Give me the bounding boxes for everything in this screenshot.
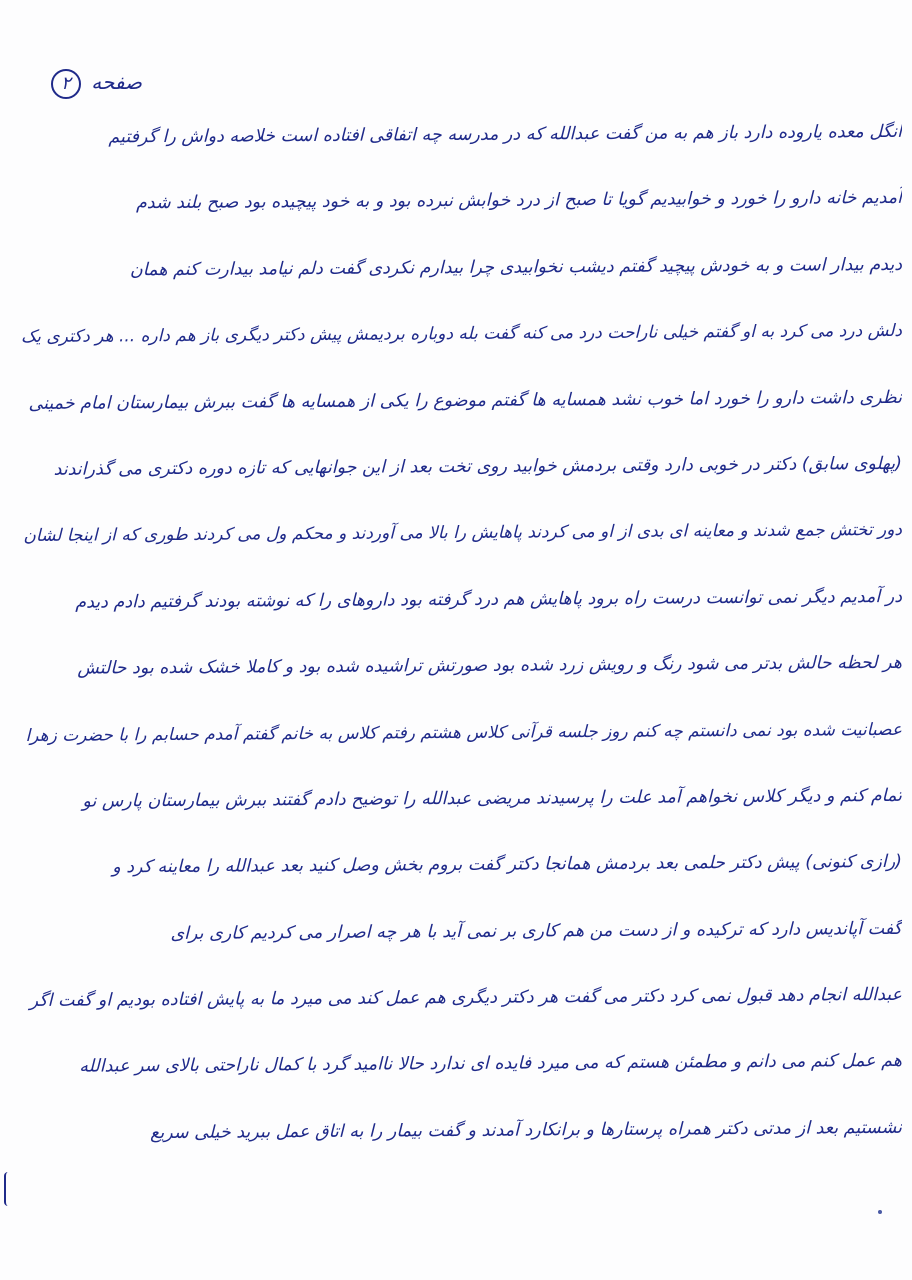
- page-number-circle: ۲: [51, 69, 81, 99]
- text-line: نظری داشت دارو را خورد اما خوب نشد همسایه ها گفتم موضوع را یکی از همسایه ها گفت ببرش بیمارستان امام خمینی: [28, 387, 902, 414]
- text-line: انگل معده یاروده دارد باز هم به من گفت عبدالله که در مدرسه چه اتفاقی افتاده است خلاصه دواش را گرفتیم: [108, 122, 902, 148]
- margin-bracket-mark: [4, 1172, 12, 1206]
- text-line: عبدالله انجام دهد قبول نمی کرد دکتر می گفت هر دکتر دیگری هم عمل کند می میرد ما به پایش افتاده بودیم او گفت اگر: [29, 985, 902, 1012]
- text-line: دور تختش جمع شدند و معاینه ای بدی از او می کردند پاهایش را بالا می آوردند و محکم ول می کردند طوری که از اینجا لشان: [23, 520, 902, 547]
- text-line: عصبانیت شده بود نمی دانستم چه کنم روز جلسه قرآنی کلاس هشتم رفتم کلاس به خانم گفتم آمدم حسابم را با حضرت زهرا: [25, 719, 902, 746]
- text-line: (پهلوی سابق) دکتر در خوبی دارد وقتی بردمش خوابید روی تخت بعد از این جوانهایی که تازه دوره دکتری می گذراندند: [53, 454, 902, 480]
- text-line: (رازی کنونی) پیش دکتر حلمی بعد بردمش همانجا دکتر گفت بروم بخش وصل کنید بعد عبدالله را معاینه کرد و: [112, 852, 902, 878]
- text-line: نشستیم بعد از مدتی دکتر همراه پرستارها و برانکارد آمدند و گفت بیمار را به اتاق عمل ببرید خیلی سریع: [150, 1117, 902, 1144]
- text-line: گفت آپاندیس دارد که ترکیده و از دست من هم کاری بر نمی آید با هر چه اصرار می کردیم کاری برای: [170, 918, 902, 944]
- handwritten-text-body: [10, 102, 902, 1164]
- page-number-header: [22, 62, 142, 102]
- text-line: دلش درد می کرد به او گفتم خیلی ناراحت درد می کنه گفت بله دوباره بردیمش پیش دکتر دیگری باز هم داره ... هر دکتری یک: [20, 321, 902, 348]
- text-line: آمدیم خانه دارو را خورد و خوابیدیم گویا تا صبح از درد خوابش نبرده بود و به خود پیچیده بود صبح بلند شدم: [135, 188, 902, 214]
- page-label: صفحه: [91, 70, 142, 94]
- text-line: هر لحظه حالش بدتر می شود رنگ و رویش زرد شده بود صورتش تراشیده شده بود و کاملا خشک شده بود حالتش: [77, 653, 902, 679]
- text-line: در آمدیم دیگر نمی توانست درست راه برود پاهایش هم درد گرفته بود داروهای را که نوشته بودند گرفتیم دادم دیدم: [75, 586, 902, 613]
- ink-dot: [878, 1210, 882, 1214]
- text-line: دیدم بیدار است و به خودش پیچید گفتم دیشب نخوابیدی چرا بیدارم نکردی گفت دلم نیامد بیدارت کنم همان: [129, 254, 902, 281]
- text-line: هم عمل کنم می دانم و مطمئن هستم که می میرد فایده ای ندارد حالا ناامید گرد با کمال ناراحتی بالای سر عبدالله: [79, 1051, 902, 1078]
- text-line: تمام کنم و دیگر کلاس نخواهم آمد علت را پرسیدند مریضی عبدالله را توضیح دادم گفتند ببرش بیمارستان پارس نو: [82, 785, 902, 812]
